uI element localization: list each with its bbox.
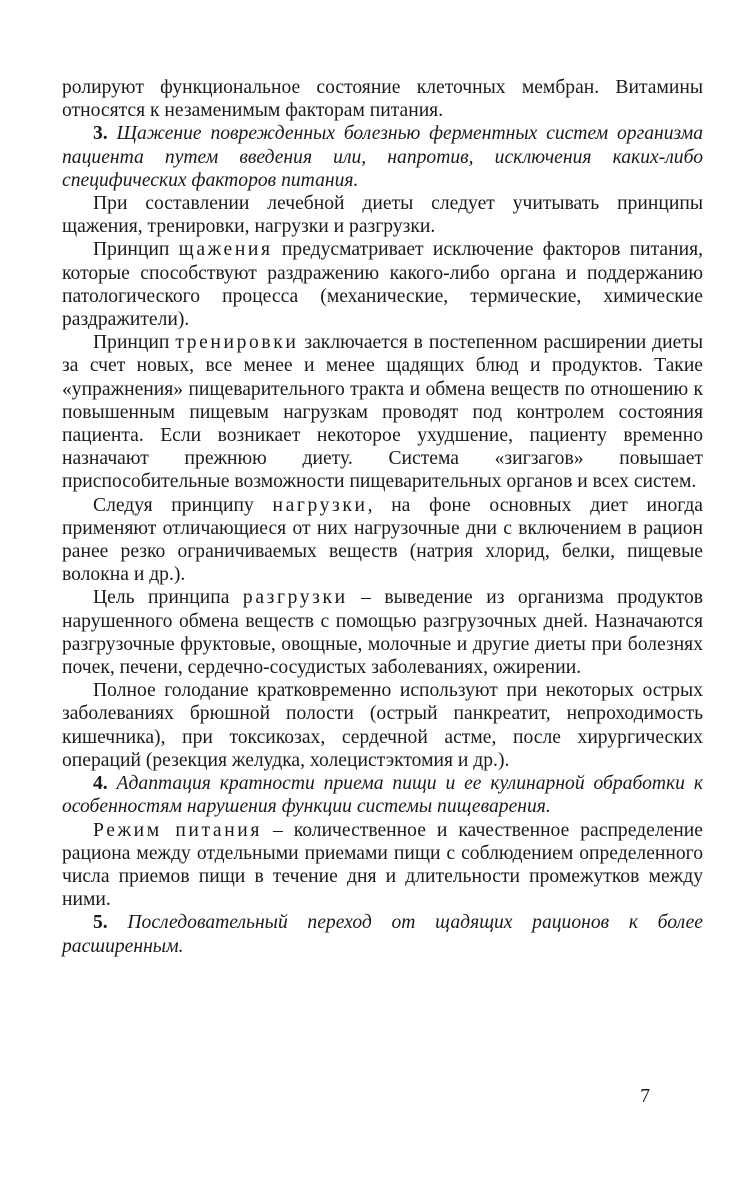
paragraph-trenirovka: Принцип тренировки заключается в постепенном расширении диеты за счет новых, все менее и менее щадящих блюд и продуктов. Такие «упражнения» пищеварительного тракта и обмена веществ по отношению к повышенным пищевым нагрузкам проводят под контролем состояния пациента. Если возникает некоторое ухудшение, пациенту временно назначают прежнюю диету. Система «зигзагов» повышает приспособительные возможности пищеварительных органов и всех систем.	[62, 332, 703, 493]
spaced-term: Режим питания	[93, 819, 262, 841]
paragraph-principle-4	[62, 772, 703, 818]
spaced-term: щажения	[178, 239, 273, 261]
spaced-term: разгрузки	[242, 587, 348, 609]
page-number: 7	[640, 1086, 650, 1107]
principle-statement: Щажение поврежденных болезнью ферментных систем организма пациента путем введения или, напротив, исключения каких-либо специфических факторов питания.	[62, 123, 703, 191]
paragraph-nagruzka: Следуя принципу нагрузки, на фоне основных диет иногда применяют отличающиеся от них нагрузочные дни с включением в рацион ранее резко ограничиваемых веществ (натрия хлорид, белки, пищевые волокна и др.).	[62, 494, 703, 586]
paragraph: При составлении лечебной диеты следует учитывать принципы щажения, тренировки, нагрузки и разгрузки.	[62, 193, 703, 238]
paragraph-golodanie: Полное голодание кратковременно используют при некоторых острых заболеваниях брюшной полости (острый панкреатит, непроходимость кишечника), при токсикозах, сердечной астме, после хирургических операций (резекция желудка, холецистэктомия и др.).	[62, 680, 703, 771]
paragraph-rezhim: Режим питания – количественное и качественное распределение рациона между отдельными приемами пищи с соблюдением определенного числа приемов пищи в течение дня и длительности промежутков между ними.	[62, 819, 703, 911]
item-number: 3.	[93, 123, 117, 145]
paragraph-continuation: ролируют функциональное состояние клеточных мембран. Витамины относятся к незаменимым факторам питания.	[62, 77, 703, 122]
body-text	[62, 76, 703, 958]
paragraph-principle-5	[62, 911, 703, 957]
paragraph-shchazhenie: Принцип щажения предусматривает исключение факторов питания, которые способствуют раздражению какого-либо органа и поддержанию патологического процесса (механические, термические, химические раздражители).	[62, 239, 703, 331]
paragraph-razgruzka: Цель принципа разгрузки – выведение из организма продуктов нарушенного обмена веществ с помощью разгрузочных дней. Назначаются разгрузочные фруктовые, овощные, молочные и другие диеты при болезнях почек, печени, сердечно-сосудистых заболеваниях, ожирении.	[62, 587, 704, 679]
principle-statement: Последовательный переход от щадящих рационов к более расширенным.	[62, 912, 703, 957]
item-number: 4.	[93, 773, 117, 795]
spaced-term: тренировки	[175, 332, 299, 354]
spaced-term: нагрузки	[272, 494, 368, 516]
item-number: 5.	[93, 912, 128, 934]
principle-statement: Адаптация кратности приема пищи и ее кулинарной обработки к особенностям нарушения функции системы пищеварения.	[62, 773, 703, 818]
paragraph-principle-3	[62, 122, 703, 192]
